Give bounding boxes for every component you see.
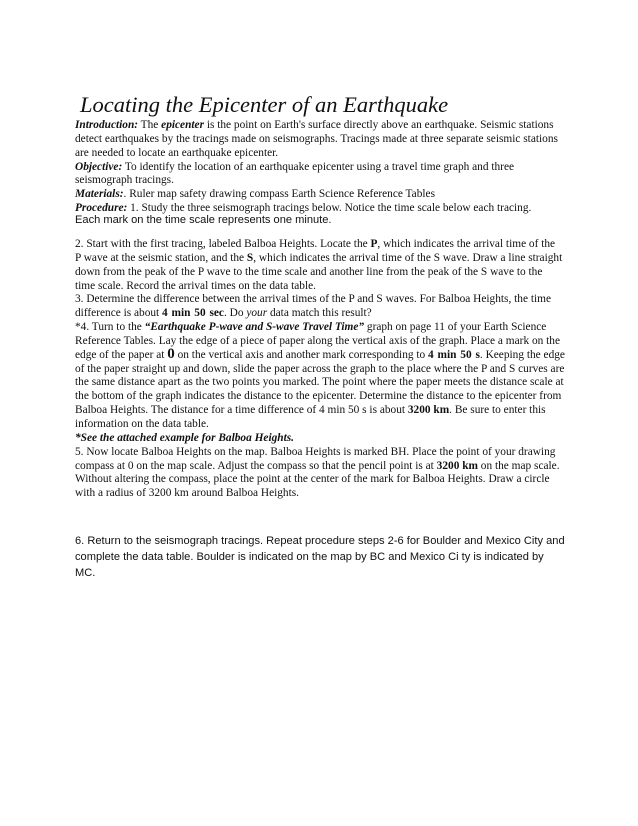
- materials-text: . Ruler map safety drawing compass Earth Science Reference Tables: [123, 188, 435, 201]
- page-title: Locating the Epicenter of an Earthquake: [80, 92, 449, 117]
- graph-title-reference: “Earthquake P-wave and S-wave Travel Time”: [144, 321, 365, 334]
- step-5-text-2: on the map scale. Without altering the compass, place the point at the center of the mark for Balboa Heights. Draw a circle with a radius of 3200 km around Balboa Heights.: [75, 459, 560, 500]
- step-4-text-2: graph on page 11 of your Earth Science Reference Tables. Lay the edge of a piece of paper along the vertical axis of the graph. Place a mark on the edge of the paper at: [75, 321, 560, 361]
- zero-mark: 0: [167, 345, 175, 362]
- your-emphasis: your: [246, 307, 268, 320]
- objective-paragraph: [75, 161, 565, 189]
- step-3-text-2: . Do: [223, 307, 247, 320]
- step-4-text-5: . Be sure to enter this information on the data table.: [75, 404, 546, 430]
- step-4-text-3: on the vertical axis and another mark corresponding to: [174, 348, 429, 361]
- step-3-text-1: 3. Determine the difference between the arrival times of the P and S waves. For Balboa Heights, the time difference is about: [75, 293, 551, 320]
- step-4-paragraph: [75, 321, 565, 432]
- step-2-text-2: , which indicates the arrival time of the: [377, 238, 556, 250]
- step-4-text-4: . Keeping the edge of the paper straight up and down, slide the paper across the graph to the place where the P and S curves are the same distance apart as the two points you marked. The point where the paper meets the distance scale at the bottom of the graph indicates the distance to the epicenter. Determine the distance to the epicenter from Balboa Heights. The distance for a time difference of 4 min 50 s is about: [75, 348, 565, 417]
- introduction-text-1: The: [138, 119, 162, 131]
- p-marker: P: [370, 238, 378, 250]
- step-2-text-3: P wave at the seismic station, and the: [75, 251, 247, 264]
- introduction-text-2: is the point on Earth's surface directly above an earthquake. Seismic stations detect earthquakes by the tracings made on seismographs. Tracings made at three separate seismic stations are needed to locate an earthquake epicenter.: [75, 119, 558, 159]
- epicenter-term: epicenter: [161, 119, 204, 131]
- objective-label: Objective:: [75, 160, 123, 173]
- materials-paragraph: [75, 188, 565, 202]
- s-marker: S: [246, 251, 254, 264]
- introduction-label: Introduction:: [75, 119, 139, 131]
- procedure-note: Each mark on the time scale represents one minute.: [75, 214, 332, 226]
- step-2-text-5: time scale. Record the arrival times on the data table.: [75, 279, 316, 292]
- procedure-text: 1. Study the three seismograph tracings below. Notice the time scale below each tracing.: [127, 202, 532, 215]
- step-5-text-1: 5. Now locate Balboa Heights on the map. Balboa Heights is marked BH. Place the point of your drawing compass at 0 on the map scale. Adjust the compass so that the pencil point is at: [75, 445, 556, 472]
- procedure-label: Procedure:: [75, 202, 128, 215]
- materials-label: Materials:: [75, 188, 124, 201]
- step-5-paragraph: [75, 446, 565, 501]
- compass-distance-value: 3200 km: [436, 459, 478, 472]
- step-3-text-3: data match this result?: [267, 307, 372, 320]
- time-value-4min50s: 4 min 50 s: [428, 348, 480, 361]
- steps-block: [75, 238, 565, 501]
- step-3-paragraph: [75, 293, 565, 321]
- example-note: *See the attached example for Balboa Heights.: [75, 431, 294, 444]
- step-2-text-4: , which indicates the arrival time of the S wave. Draw a line straight down from the peak of the P wave to the time scale and another line from the peak of the S wave to the: [75, 251, 563, 278]
- distance-value-3200km: 3200 km: [407, 404, 450, 417]
- introduction-paragraph: [75, 119, 565, 161]
- time-difference-value: 4 min 50 sec: [162, 307, 224, 320]
- step-6-paragraph: 6. Return to the seismograph tracings. Repeat procedure steps 2-6 for Boulder and Mexico City and complete the data table. Boulder is indicated on the map by BC and Mexico Ci ty is indicated by MC.: [75, 535, 565, 579]
- intro-block: [75, 119, 565, 216]
- step-2-text-1: 2. Start with the first tracing, labeled Balboa Heights. Locate the: [75, 238, 371, 250]
- step-2-paragraph: [75, 238, 565, 293]
- objective-text: To identify the location of an earthquake epicenter using a travel time graph and three seismograph tracings.: [75, 160, 515, 187]
- step-4-text-1: *4. Turn to the: [75, 321, 145, 334]
